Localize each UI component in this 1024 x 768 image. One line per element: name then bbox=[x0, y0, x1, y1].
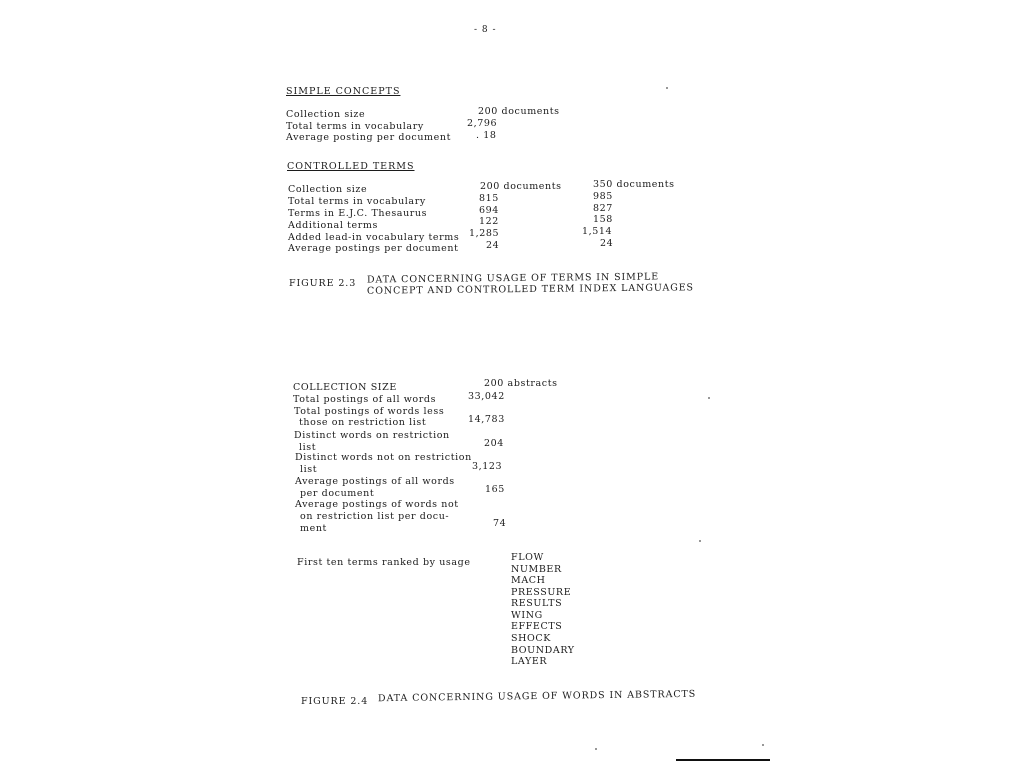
controlled-row-value-200: 1,285 bbox=[469, 228, 500, 239]
abstracts-row-label: list bbox=[300, 464, 318, 475]
abstracts-row-label: per document bbox=[300, 488, 375, 499]
scan-speck bbox=[666, 87, 668, 89]
scan-speck bbox=[595, 748, 597, 750]
ranked-term: FLOW bbox=[511, 552, 544, 563]
controlled-row-label: Terms in E.J.C. Thesaurus bbox=[288, 208, 428, 219]
simple-row-label: Total terms in vocabulary bbox=[286, 121, 424, 132]
ranked-term: SHOCK bbox=[511, 633, 551, 644]
simple-row-value: . 18 bbox=[476, 130, 497, 141]
controlled-row-label: Additional terms bbox=[288, 220, 378, 231]
ranked-terms-label: First ten terms ranked by usage bbox=[297, 557, 471, 568]
scan-rule-mark bbox=[676, 759, 770, 761]
abstracts-row-label: list bbox=[299, 442, 317, 453]
controlled-row-value-200: 200 documents bbox=[480, 181, 562, 192]
figure-2-4-number: FIGURE 2.4 bbox=[301, 696, 369, 707]
abstracts-row-value: 3,123 bbox=[472, 461, 503, 472]
ranked-term: PRESSURE bbox=[511, 587, 572, 598]
abstracts-row-label: Distinct words on restriction bbox=[294, 430, 450, 441]
controlled-row-value-350: 827 bbox=[593, 203, 613, 214]
ranked-term: WING bbox=[511, 610, 543, 621]
scan-speck bbox=[762, 744, 764, 746]
abstracts-row-value: 165 bbox=[485, 484, 505, 495]
abstracts-row-label: Total postings of words less bbox=[294, 406, 445, 417]
ranked-term: RESULTS bbox=[511, 598, 563, 609]
simple-row-label: Average posting per document bbox=[286, 132, 452, 143]
abstracts-row-value: 200 abstracts bbox=[484, 378, 558, 389]
simple-row-value: 2,796 bbox=[467, 118, 498, 129]
ranked-term: MACH bbox=[511, 575, 546, 586]
ranked-term: EFFECTS bbox=[511, 621, 563, 632]
abstracts-row-value: 33,042 bbox=[468, 391, 505, 402]
ranked-term: NUMBER bbox=[511, 564, 562, 575]
abstracts-row-label: those on restriction list bbox=[299, 417, 427, 428]
simple-row-label: Collection size bbox=[286, 109, 366, 120]
controlled-row-value-350: 1,514 bbox=[582, 226, 613, 237]
controlled-row-label: Collection size bbox=[288, 184, 368, 195]
figure-2-3-caption-line2: CONCEPT AND CONTROLLED TERM INDEX LANGUAGES bbox=[366, 282, 694, 297]
controlled-row-value-350: 985 bbox=[593, 191, 613, 202]
abstracts-row-label: Average postings of all words bbox=[295, 476, 455, 487]
ranked-term: BOUNDARY bbox=[511, 645, 575, 656]
page-number: - 8 - bbox=[474, 25, 497, 35]
controlled-row-value-200: 694 bbox=[479, 205, 499, 216]
controlled-row-label: Total terms in vocabulary bbox=[288, 196, 426, 207]
abstracts-row-label: ment bbox=[300, 523, 327, 534]
simple-row-value: 200 documents bbox=[478, 106, 560, 117]
controlled-row-value-200: 815 bbox=[479, 193, 499, 204]
abstracts-row-label: Average postings of words not bbox=[295, 499, 459, 510]
controlled-row-value-350: 158 bbox=[593, 214, 613, 225]
controlled-row-value-200: 122 bbox=[479, 216, 499, 227]
figure-2-3-caption-line1: DATA CONCERNING USAGE OF TERMS IN SIMPLE bbox=[366, 271, 660, 286]
controlled-row-value-200: 24 bbox=[486, 240, 500, 251]
ranked-term: LAYER bbox=[511, 656, 548, 667]
abstracts-row-value: 14,783 bbox=[468, 414, 505, 425]
figure-2-3-number: FIGURE 2.3 bbox=[289, 278, 357, 289]
controlled-row-label: Average postings per document bbox=[288, 243, 459, 254]
scan-speck bbox=[708, 397, 710, 399]
abstracts-row-label: Distinct words not on restriction bbox=[295, 452, 472, 463]
abstracts-row-value: 204 bbox=[484, 438, 504, 449]
controlled-row-value-350: 24 bbox=[600, 238, 614, 249]
abstracts-row-value: 74 bbox=[493, 518, 507, 529]
controlled-row-label: Added lead-in vocabulary terms bbox=[288, 232, 460, 243]
abstracts-row-label: on restriction list per docu- bbox=[300, 511, 450, 522]
simple-concepts-heading: SIMPLE CONCEPTS bbox=[286, 86, 401, 97]
controlled-terms-heading: CONTROLLED TERMS bbox=[287, 161, 415, 172]
abstracts-row-label: Total postings of all words bbox=[293, 394, 437, 405]
figure-2-4-caption: DATA CONCERNING USAGE OF WORDS IN ABSTRACTS bbox=[377, 688, 697, 705]
controlled-row-value-350: 350 documents bbox=[593, 179, 675, 190]
abstracts-row-label: COLLECTION SIZE bbox=[293, 382, 397, 393]
scan-speck bbox=[699, 540, 701, 542]
